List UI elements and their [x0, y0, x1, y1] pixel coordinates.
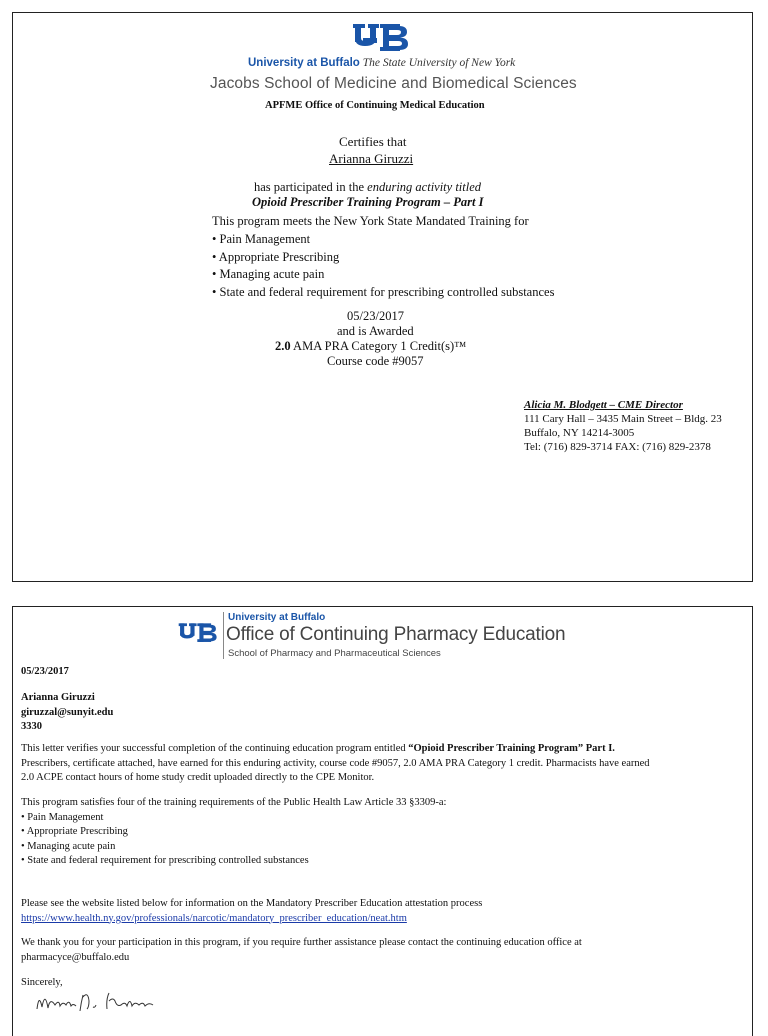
awarded-text: and is Awarded: [337, 324, 414, 338]
recipient-id: 3330: [21, 721, 42, 732]
list-item: • Appropriate Prescribing: [212, 249, 340, 264]
para1-line3: 2.0 ACPE contact hours of home study credit uploaded directly to the CPE Monitor.: [21, 772, 375, 783]
address-line: Buffalo, NY 14214-3005: [524, 427, 635, 439]
director-name: Alicia M. Blodgett – CME Director: [524, 399, 683, 411]
recipient-name: Arianna Giruzzi: [329, 151, 414, 166]
certifies-heading: Certifies that: [339, 134, 407, 149]
university-name: University at Buffalo: [248, 57, 360, 69]
participated-line: [254, 180, 481, 195]
list-item: • Managing acute pain: [212, 267, 325, 281]
university-line: [248, 57, 515, 69]
paragraph-requirements: [21, 796, 446, 869]
school-name: Jacobs School of Medicine and Biomedical Sciences: [210, 75, 577, 92]
para1-prefix: This letter verifies your successful completion of the continuing education program entitled: [21, 743, 409, 754]
para2: This program satisfies four of the training requirements of the Public Health Law Article 33 §3309-a:: [21, 797, 447, 808]
letter-date: 05/23/2017: [21, 666, 69, 677]
address-line: 111 Cary Hall – 3435 Main Street – Bldg. 23: [524, 413, 722, 425]
para4-line1: We thank you for your participation in this program, if you require further assistance please contact the continuing education office at: [21, 937, 582, 948]
recipient-name: Arianna Giruzzi: [21, 692, 95, 703]
header-divider: [223, 612, 224, 659]
paragraph-completion: [21, 742, 650, 786]
list-item: • State and federal requirement for prescribing controlled substances: [212, 284, 555, 299]
participated-italic: enduring activity titled: [367, 180, 482, 194]
ub-logo-icon: [178, 623, 218, 643]
paragraph-website: [21, 897, 482, 926]
participated-prefix: has participated in the: [254, 180, 368, 194]
course-code: Course code #9057: [327, 354, 424, 368]
credit-value: 2.0: [275, 339, 291, 353]
meets-text: This program meets the New York State Mandated Training for: [212, 214, 529, 228]
recipient-block: [21, 691, 113, 735]
list-item: • State and federal requirement for prescribing controlled substances: [21, 855, 309, 866]
list-item: • Pain Management: [21, 811, 104, 823]
phone-fax: Tel: (716) 829-3714 FAX: (716) 829-2378: [524, 441, 711, 453]
paragraph-thanks: [21, 936, 582, 965]
pharmacy-letter-page: [12, 606, 753, 1036]
para3: Please see the website listed below for information on the Mandatory Prescriber Education attestation process: [21, 898, 483, 909]
school-name: School of Pharmacy and Pharmaceutical Sciences: [228, 648, 441, 659]
credit-line: [275, 339, 466, 354]
university-name: University at Buffalo: [228, 612, 326, 623]
requirements-list: [21, 811, 446, 869]
closing: Sincerely,: [21, 977, 63, 988]
office-name: Office of Continuing Pharmacy Education: [226, 624, 566, 645]
program-title: “Opioid Prescriber Training Program” Part I.: [408, 743, 615, 754]
director-block: [524, 398, 722, 454]
list-item: • Managing acute pain: [21, 840, 116, 852]
neat-website-link[interactable]: https://www.health.ny.gov/professionals/narcotic/mandatory_prescriber_education/neat.htm: [21, 912, 407, 924]
credit-text: AMA PRA Category 1 Credit(s)™: [290, 339, 467, 353]
contact-email: pharmacyce@buffalo.edu: [21, 951, 130, 963]
list-item: • Pain Management: [212, 232, 311, 246]
certificate-date: 05/23/2017: [347, 309, 404, 323]
list-item: • Appropriate Prescribing: [21, 826, 128, 837]
office-name: APFME Office of Continuing Medical Education: [265, 100, 485, 111]
suny-name: The State University of New York: [362, 57, 516, 69]
requirements-list: [212, 232, 554, 302]
signature-icon: [33, 987, 163, 1017]
recipient-email: giruzzal@sunyit.edu: [21, 706, 114, 718]
ub-logo-icon: [352, 24, 410, 52]
para1-line2: Prescribers, certificate attached, have earned for this enduring activity, course code #9057, 2.0 AMA PRA Category 1 credit. Pharmacists have earned: [21, 757, 650, 769]
activity-title: Opioid Prescriber Training Program – Part I: [252, 195, 484, 209]
cme-certificate-page: [12, 12, 753, 582]
